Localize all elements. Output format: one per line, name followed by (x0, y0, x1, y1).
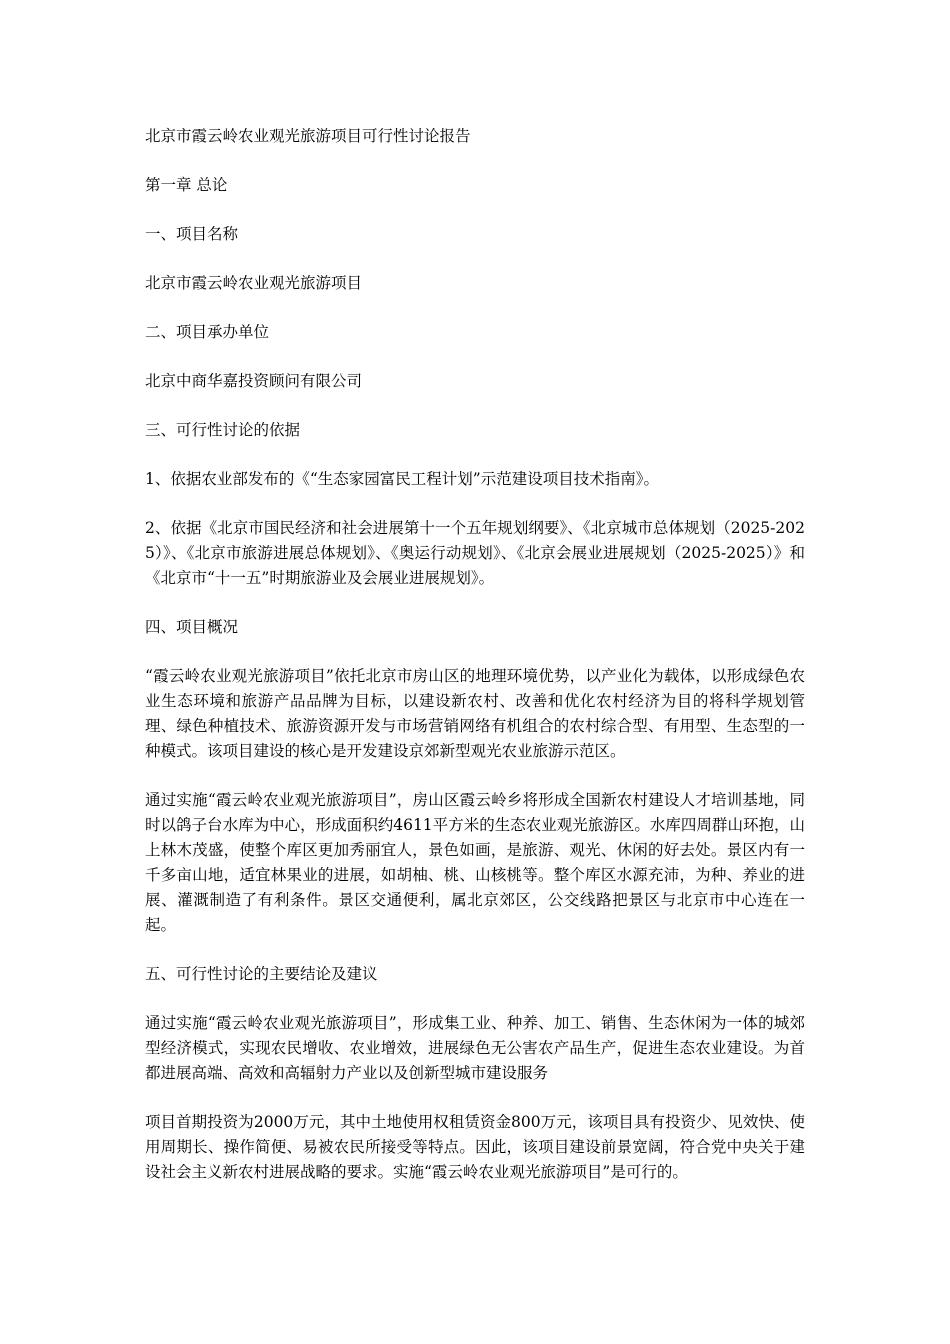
chapter-heading: 第一章 总论 (145, 176, 228, 194)
paragraph: 北京市霞云岭农业观光旅游项目 (145, 274, 363, 292)
paragraph: 项目首期投资为2000万元，其中土地使用权租赁资金800万元，该项目具有投资少、见效快、使用周期长、操作简便、易被农民所接受等特点。因此，该项目建设前景宽阔，符合党中央关于建设社会主义新农村进展战略的要求。实施“霞云岭农业观光旅游项目”是可行的。 (145, 1113, 805, 1181)
section-heading: 一、项目名称 (145, 225, 239, 243)
section-heading: 二、项目承办单位 (145, 323, 270, 341)
section-heading: 三、可行性讨论的依据 (145, 421, 301, 439)
paragraph: 1、依据农业部发布的《“生态家园富民工程计划”示范建设项目技术指南》。 (145, 470, 659, 488)
paragraph: 通过实施“霞云岭农业观光旅游项目”，形成集工业、种养、加工、销售、生态休闲为一体的城郊型经济模式，实现农民增收、农业增效，进展绿色无公害农产品生产，促进生态农业建设。为首都进展高端、高效和高辐射力产业以及创新型城市建设服务 (145, 1014, 805, 1082)
document-page (145, 124, 805, 1185)
paragraph: 2、依据《北京市国民经济和社会进展第十一个五年规划纲要》、《北京城市总体规划（2025-2025）》、《北京市旅游进展总体规划》、《奥运行动规划》、《北京会展业进展规划（2025-2025）》和《北京市“十一五”时期旅游业及会展业进展规划》。 (145, 519, 805, 587)
paragraph: 北京中商华嘉投资顾问有限公司 (145, 372, 363, 390)
paragraph: 通过实施“霞云岭农业观光旅游项目”，房山区霞云岭乡将形成全国新农村建设人才培训基地，同时以鸽子台水库为中心，形成面积约4611平方米的生态农业观光旅游区。水库四周群山环抱，山上林木茂盛，使整个库区更加秀丽宜人，景色如画，是旅游、观光、休闲的好去处。景区内有一千多亩山地，适宜林果业的进展，如胡柚、桃、山核桃等。整个库区水源充沛，为种、养业的进展、灌溉制造了有利条件。景区交通便利，属北京郊区，公交线路把景区与北京市中心连在一起。 (145, 791, 805, 934)
paragraph: “霞云岭农业观光旅游项目”依托北京市房山区的地理环境优势，以产业化为载体，以形成绿色农业生态环境和旅游产品品牌为目标，以建设新农村、改善和优化农村经济为目的将科学规划管理、绿色种植技术、旅游资源开发与市场营销网络有机组合的农村综合型、有用型、生态型的一种模式。该项目建设的核心是开发建设京郊新型观光农业旅游示范区。 (145, 667, 805, 760)
section-heading: 五、可行性讨论的主要结论及建议 (145, 965, 378, 983)
document-title: 北京市霞云岭农业观光旅游项目可行性讨论报告 (145, 127, 471, 145)
section-heading: 四、项目概况 (145, 618, 239, 636)
